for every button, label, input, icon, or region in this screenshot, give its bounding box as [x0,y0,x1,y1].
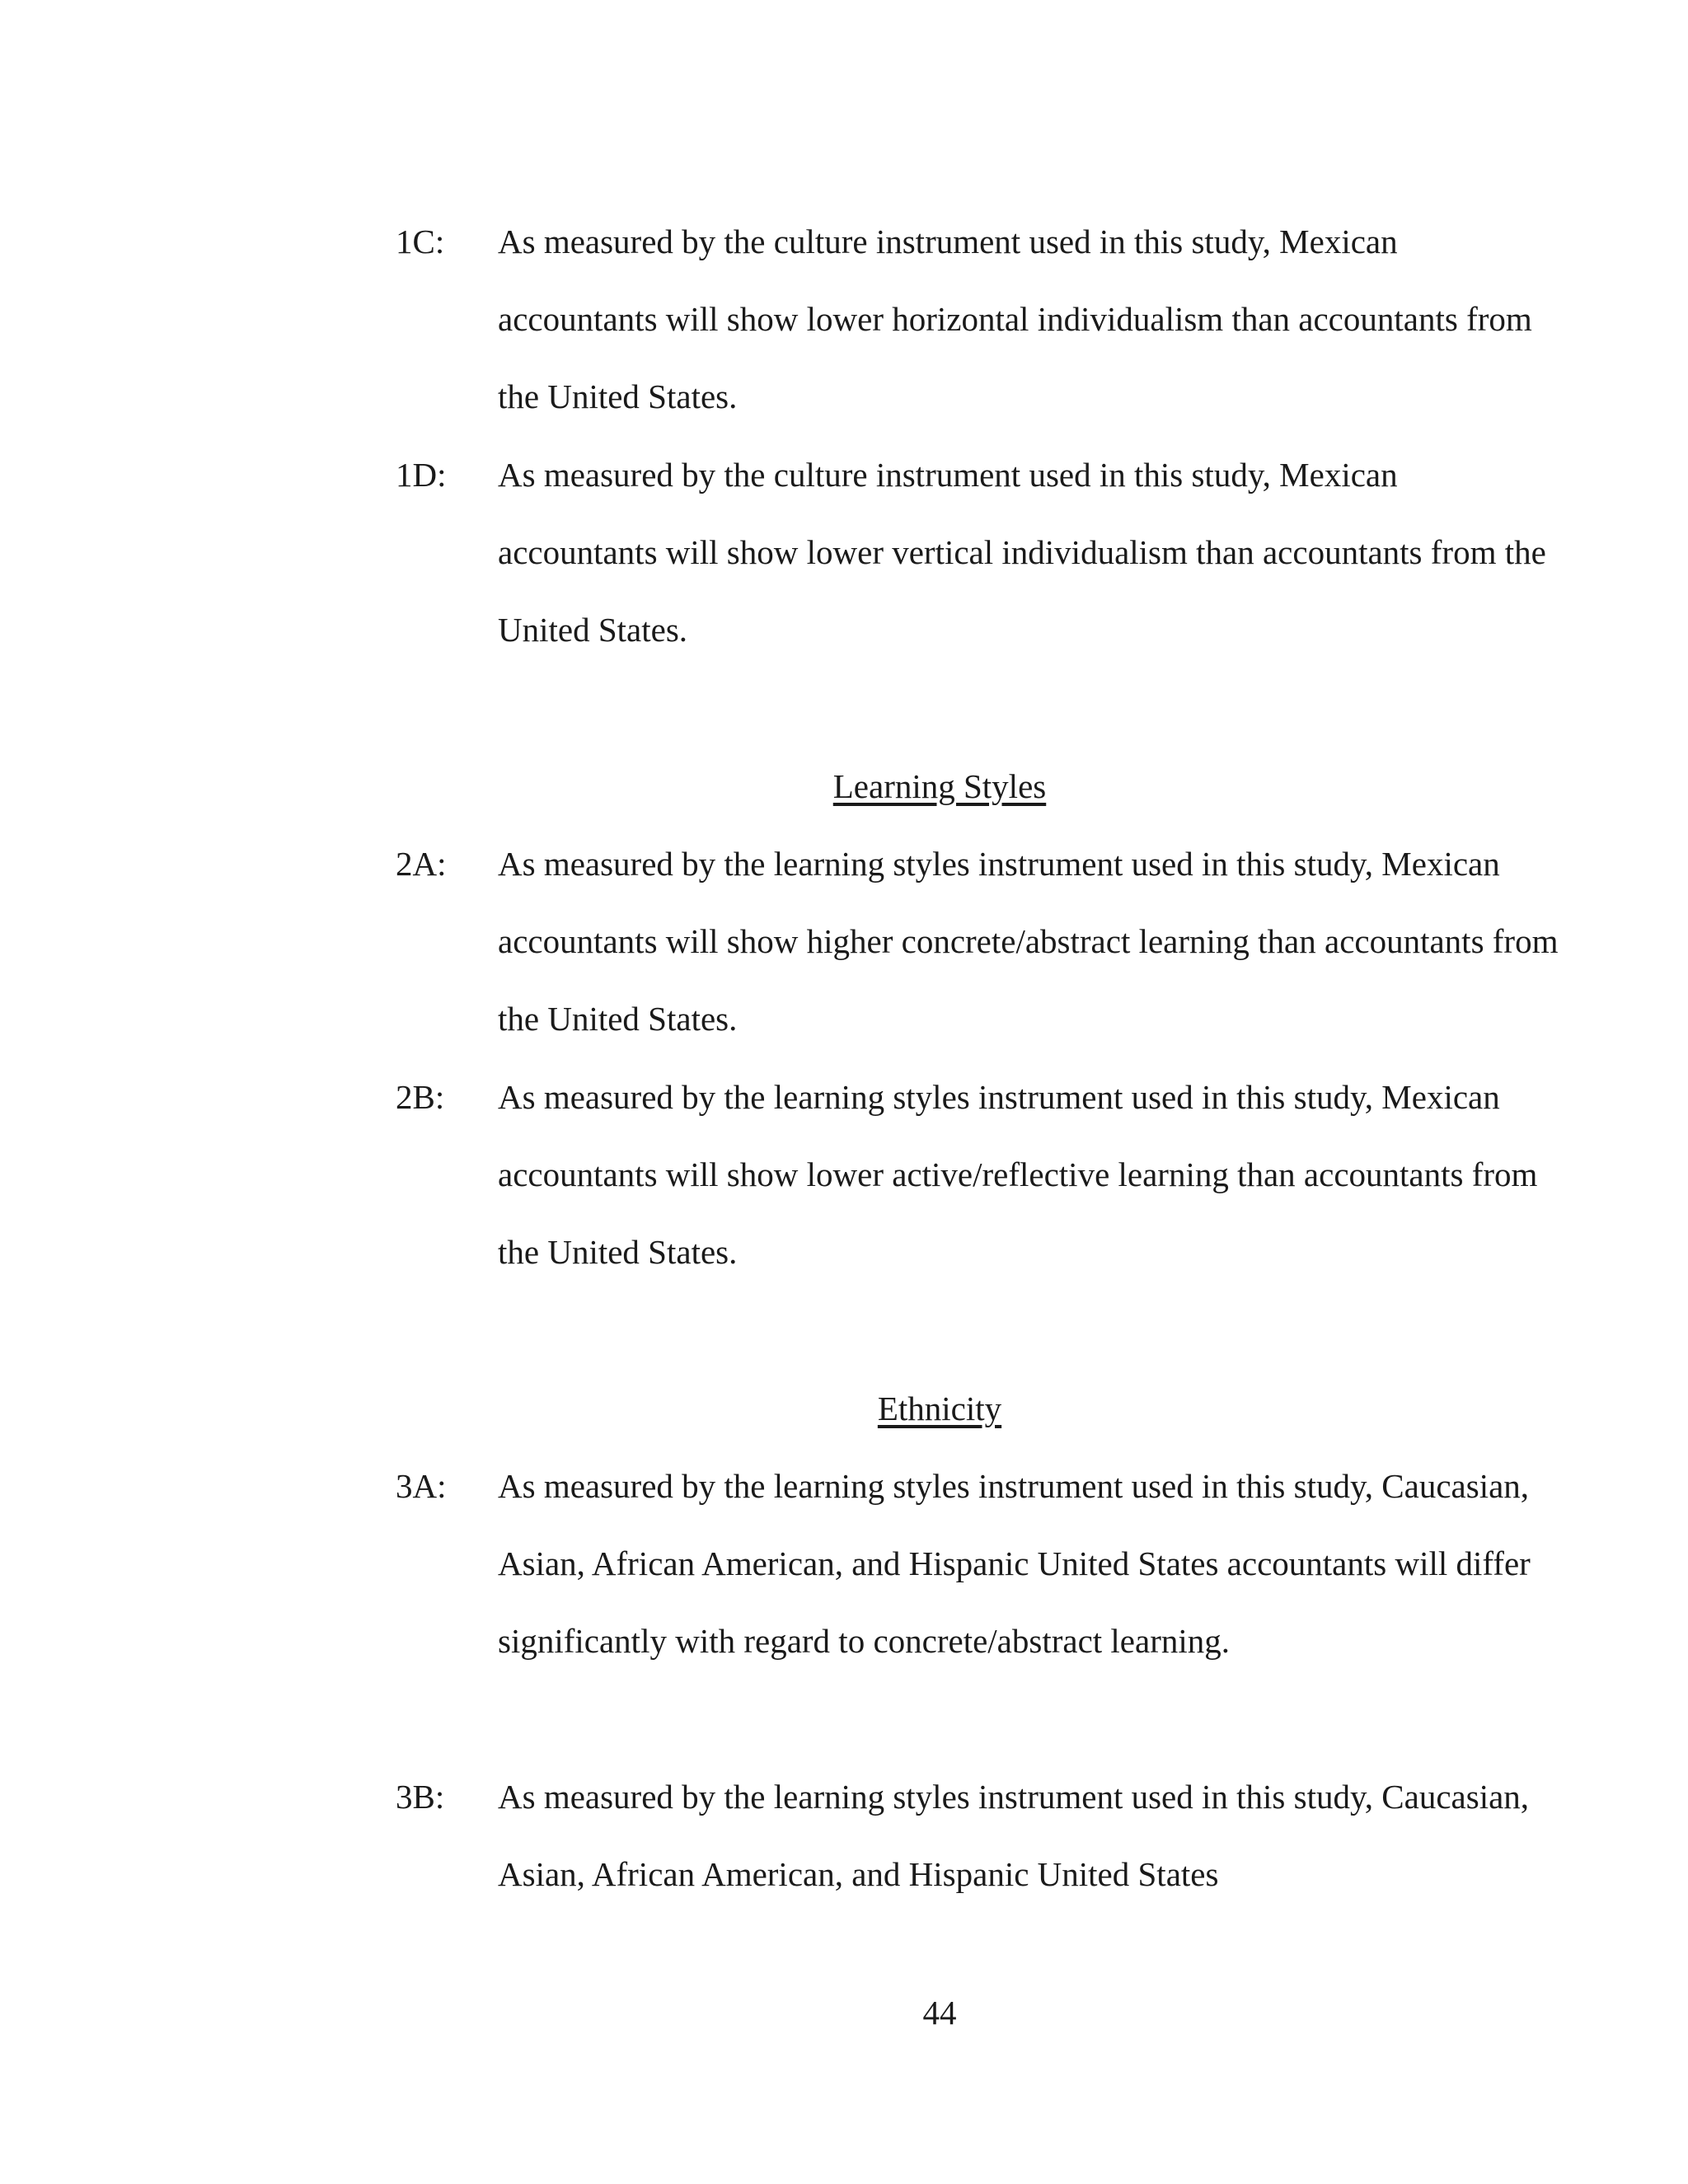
section-heading-text: Learning Styles [832,767,1047,805]
hypothesis-2b [396,1058,1582,1291]
hypothesis-1c [396,203,1582,435]
hypothesis-2a [396,825,1582,1057]
hypothesis-3b [396,1758,1582,1913]
hypothesis-label: 1D: [396,456,447,494]
section-heading-learning-styles [0,748,1688,825]
section-heading-text: Ethnicity [877,1390,1002,1427]
hypothesis-text: As measured by the learning styles instrument used in this study, Mexican accountants will show lower active/reflective learning than accountants from the United States. [498,1078,1538,1271]
hypothesis-text: As measured by the culture instrument used in this study, Mexican accountants will show lower horizontal individualism than accountants from the United States. [498,223,1532,415]
hypothesis-text: As measured by the learning styles instrument used in this study, Caucasian, Asian, African American, and Hispanic United States [498,1778,1530,1893]
hypothesis-3a [396,1447,1582,1680]
hypothesis-label: 3A: [396,1467,447,1505]
hypothesis-label: 1C: [396,223,445,260]
hypothesis-label: 2A: [396,845,447,883]
hypothesis-text: As measured by the learning styles instrument used in this study, Mexican accountants will show higher concrete/abstract learning than accountants from the United States. [498,845,1559,1038]
hypothesis-1d [396,436,1582,668]
section-heading-ethnicity [0,1370,1688,1447]
page-number: 44 [922,1994,957,2032]
hypothesis-text: As measured by the culture instrument used in this study, Mexican accountants will show lower vertical individualism than accountants from the United States. [498,456,1546,649]
hypothesis-label: 2B: [396,1078,445,1116]
hypothesis-label: 3B: [396,1778,445,1816]
hypothesis-text: As measured by the learning styles instrument used in this study, Caucasian, Asian, African American, and Hispanic United States accountants will differ significantly with regard to concrete/abstract learning. [498,1467,1531,1660]
